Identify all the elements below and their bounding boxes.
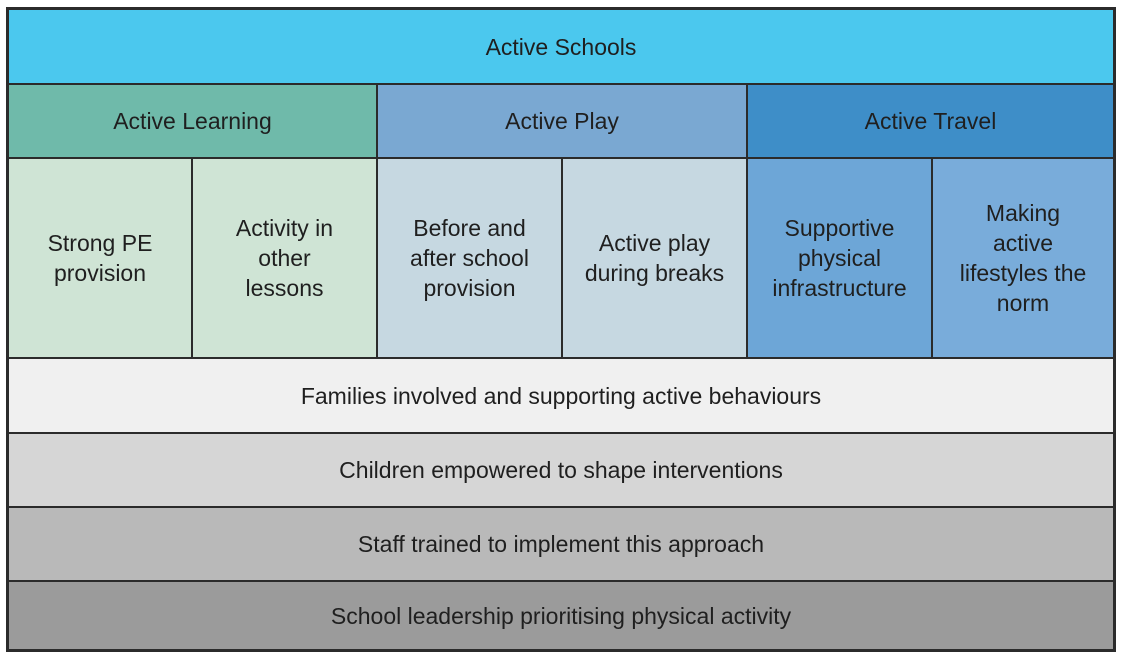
foundation-label: Staff trained to implement this approach [357, 531, 765, 557]
pillar-active-learning [8, 84, 377, 158]
item-before-after-school-provision [377, 158, 562, 358]
item-active-play-during-breaks [562, 158, 747, 358]
foundation-leadership [8, 581, 1114, 650]
pillar-active-play [377, 84, 747, 158]
foundation-label: Families involved and supporting active behaviours [300, 382, 822, 409]
foundation-label: Children empowered to shape interventions [339, 457, 783, 483]
item-activity-in-other-lessons [192, 158, 377, 358]
foundation-children [8, 433, 1114, 507]
pillar-label: Active Travel [864, 108, 997, 134]
active-schools-banner [8, 9, 1114, 84]
active-schools-diagram [6, 7, 1116, 652]
foundation-families [8, 358, 1114, 433]
item-making-active-lifestyles-the-norm [932, 158, 1114, 358]
item-label: Supportive physical infrastructure [772, 215, 907, 301]
pillar-label: Active Learning [113, 108, 272, 134]
pillar-label: Active Play [505, 108, 619, 134]
item-label: Activity in other lessons [235, 215, 334, 301]
active-schools-label: Active Schools [485, 33, 637, 60]
item-label: Active play during breaks [584, 230, 725, 286]
item-label: Making active lifestyles the norm [959, 200, 1087, 316]
item-label: Before and after school provision [410, 215, 529, 301]
foundation-label: School leadership prioritising physical activity [330, 602, 792, 629]
item-supportive-physical-infrastructure [747, 158, 932, 358]
pillar-active-travel [747, 84, 1114, 158]
foundation-staff [8, 507, 1114, 581]
item-strong-pe-provision [8, 158, 192, 358]
item-label: Strong PE provision [47, 230, 153, 286]
